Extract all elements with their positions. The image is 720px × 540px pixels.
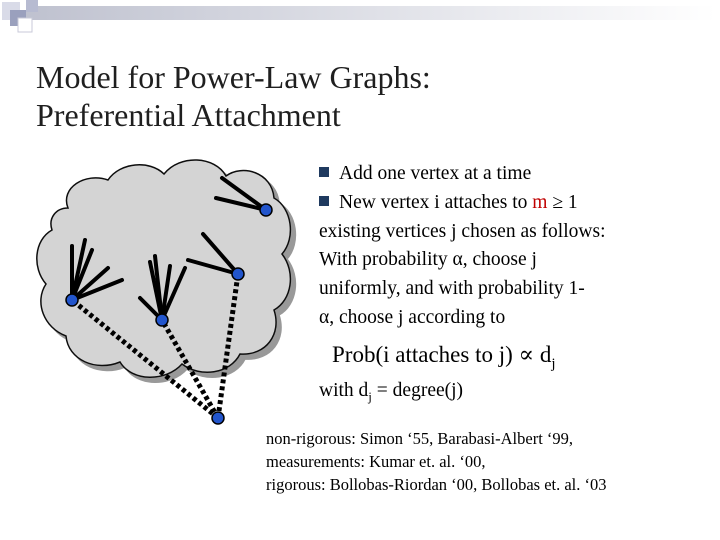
vertex-new (212, 412, 224, 424)
bullet-cont-3: uniformly, and with probability 1- (319, 278, 585, 300)
formula-text: Prob(i attaches to j) ∝ d (332, 342, 552, 367)
variable-m: m (532, 191, 553, 213)
degree-def-pre: with d (319, 380, 369, 401)
geq-one: ≥ 1 (552, 191, 578, 213)
formula-subscript: j (551, 356, 556, 372)
bullet-item-1 (319, 160, 714, 189)
corner-decoration (0, 0, 720, 40)
references (266, 427, 607, 496)
bullet-list (319, 160, 714, 333)
degree-definition (319, 380, 463, 405)
vertex-top-right (260, 204, 272, 216)
bullet-square-icon (319, 167, 329, 177)
title-line-2: Preferential Attachment (36, 97, 341, 133)
cloud-shape (37, 160, 291, 377)
bullet-square-icon (319, 196, 329, 206)
bullet-cont-2: With probability α, choose j (319, 249, 537, 271)
reference-line: non-rigorous: Simon ‘55, Barabasi-Albert ‘99, (266, 429, 574, 448)
vertex-middle (156, 314, 168, 326)
graph-illustration (30, 150, 300, 430)
title-line-1: Model for Power-Law Graphs: (36, 59, 431, 95)
bullet-text-2: New vertex i attaches to (339, 191, 533, 213)
slide-title (36, 58, 431, 134)
degree-def-post: = degree(j) (371, 380, 464, 401)
vertex-left (66, 294, 78, 306)
probability-formula (332, 342, 556, 373)
bullet-text-1: Add one vertex at a time (339, 163, 532, 184)
bullet-item-2 (319, 189, 714, 218)
degree-def-subscript: j (368, 389, 372, 404)
bullet-cont-1: existing vertices j chosen as follows: (319, 220, 606, 242)
vertex-right (232, 268, 244, 280)
reference-line: measurements: Kumar et. al. ‘00, (266, 452, 486, 471)
bullet-cont-4: α, choose j according to (319, 306, 506, 328)
reference-line: rigorous: Bollobas-Riordan ‘00, Bollobas et. al. ‘03 (266, 475, 607, 494)
